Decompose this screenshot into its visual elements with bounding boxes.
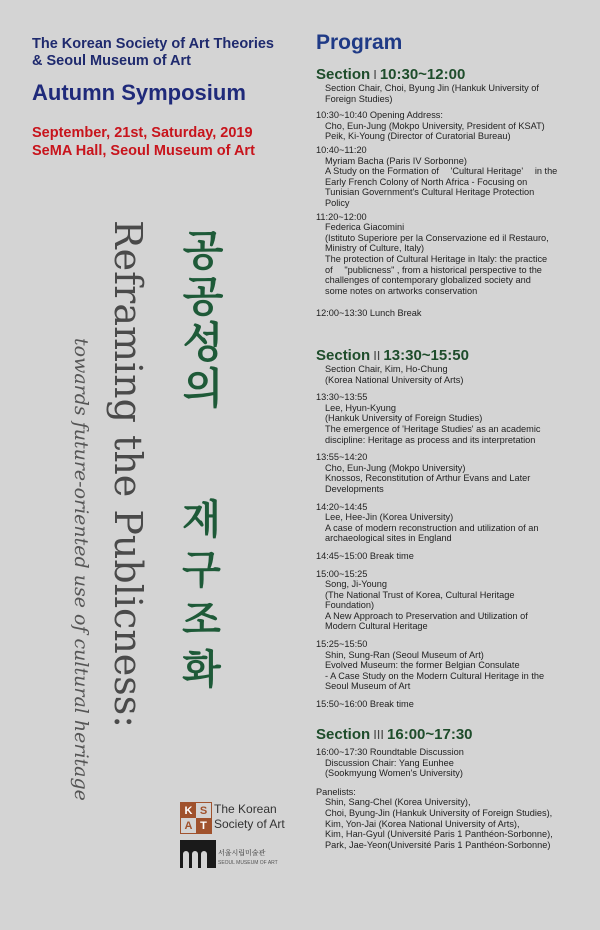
session-item xyxy=(316,452,591,494)
section-3-heading xyxy=(316,726,591,743)
session-line: Lee, Hyun-Kyung xyxy=(325,402,396,413)
section-chair xyxy=(316,364,591,385)
session-line: Cho, Eun-Jung (Mokpo University) xyxy=(325,462,466,473)
session-line: Choi, Byung-Jin (Hankuk University of Foreign Studies), xyxy=(325,807,553,818)
session-line: (Hankuk University of Foreign Studies) xyxy=(325,413,483,424)
section-time: 10:30~12:00 xyxy=(379,66,466,83)
session-line: Early French Colony of North Africa - Focusing on xyxy=(325,176,528,187)
section-2-heading xyxy=(316,347,591,364)
session-line: Modern Cultural Heritage xyxy=(325,621,428,632)
ksat-name-line-1: The Korean xyxy=(214,802,277,816)
session-item xyxy=(316,212,591,297)
session-item xyxy=(316,392,591,445)
session-line: Kim, Han-Gyul (Université Paris 1 Panthéon-Sorbonne), xyxy=(325,829,553,840)
section-roman: I xyxy=(373,67,377,82)
section-2 xyxy=(316,347,591,710)
sema-english-name: SEOUL MUSEUM OF ART xyxy=(218,860,278,866)
session-line: Song, Ji-Young xyxy=(325,579,387,590)
session-time: 15:00~15:25 xyxy=(316,568,368,579)
organizer-line-2: & Seoul Museum of Art xyxy=(32,53,191,69)
section-time: 16:00~17:30 xyxy=(387,726,473,743)
session-line: A New Approach to Preservation and Utilization of xyxy=(325,610,528,621)
session-time: 13:55~14:20 xyxy=(316,452,368,463)
program-title: Program xyxy=(316,31,403,54)
section-roman: III xyxy=(373,727,385,742)
session-time: 13:30~13:55 xyxy=(316,392,368,403)
event-title: Autumn Symposium xyxy=(32,80,246,105)
session-line: Seoul Museum of Art xyxy=(325,681,411,692)
session-line: A Study on the Formation of 'Cultural Heritage' in the xyxy=(325,166,558,177)
ksat-letter: K xyxy=(181,803,196,818)
section-3 xyxy=(316,726,591,850)
ksat-letter: S xyxy=(196,803,211,818)
section-1-heading xyxy=(316,66,591,83)
organizers xyxy=(32,36,274,70)
session-line: discipline: Heritage as process and its interpretation xyxy=(325,434,536,445)
session-line: Foundation) xyxy=(325,600,375,611)
session-time: 15:50~16:00 Break time xyxy=(316,699,414,710)
session-line: Knossos, Reconstitution of Arthur Evans and Later xyxy=(325,473,531,484)
section-1 xyxy=(316,66,591,319)
event-venue: SeMA Hall, Seoul Museum of Art xyxy=(32,143,255,159)
session-line: A case of modern reconstruction and utilization of an xyxy=(325,522,539,533)
section-chair xyxy=(316,83,591,104)
session-line: Ministry of Culture, Italy) xyxy=(325,243,425,254)
session-time: Panelists: xyxy=(316,786,356,797)
ksat-name-line-2: Society of Art xyxy=(214,817,285,831)
ksat-logo-icon xyxy=(180,802,212,834)
session-line: The protection of Cultural Heritage in Italy: the practice xyxy=(325,253,548,264)
section-chair-line: Section Chair, Choi, Byung Jin (Hankuk University of xyxy=(325,83,539,93)
session-line: Evolved Museum: the former Belgian Consulate xyxy=(325,660,520,671)
session-line: Tunisian Government's Cultural Heritage Protection xyxy=(325,187,535,198)
session-time: 15:25~15:50 xyxy=(316,639,368,650)
session-time: 12:00~13:30 Lunch Break xyxy=(316,308,422,319)
session-line: some notes on artworks conservation xyxy=(325,285,478,296)
sema-korean-name: 서울시립미술관 xyxy=(218,849,266,857)
event-date-venue xyxy=(32,124,255,160)
session-line: - A Case Study on the Modern Cultural Heritage in the xyxy=(325,670,545,681)
ksat-letter: T xyxy=(196,818,211,833)
session-item xyxy=(316,502,591,544)
session-item xyxy=(316,308,591,319)
session-line: Federica Giacomini xyxy=(325,222,405,233)
section-label: Section xyxy=(316,726,371,743)
session-line: Peik, Ki-Young (Director of Curatorial Bureau) xyxy=(325,131,511,142)
english-title: Reframing the Publicness: xyxy=(106,220,150,729)
session-line: Shin, Sung-Ran (Seoul Museum of Art) xyxy=(325,649,484,660)
session-item xyxy=(316,787,591,851)
session-line: archaeological sites in England xyxy=(325,533,452,544)
session-time: 11:20~12:00 xyxy=(316,211,367,222)
section-chair-line: Section Chair, Kim, Ho-Chung xyxy=(325,364,448,374)
session-line: Myriam Bacha (Paris IV Sorbonne) xyxy=(325,155,467,166)
session-line: Discussion Chair: Yang Eunhee xyxy=(325,757,454,768)
session-line: Cho, Eun-Jung (Mokpo University, President of KSAT) xyxy=(325,120,545,131)
session-line: (Istituto Superiore per la Conservazione ed il Restauro, xyxy=(325,232,549,243)
session-item xyxy=(316,569,591,633)
ksat-letter: A xyxy=(181,818,196,833)
organizer-line-1: The Korean Society of Art Theories xyxy=(32,36,274,52)
session-item xyxy=(316,145,591,209)
session-line: The emergence of 'Heritage Studies' as an academic xyxy=(325,423,541,434)
session-item xyxy=(316,639,591,692)
session-time: 16:00~17:30 Roundtable Discussion xyxy=(316,747,464,757)
section-roman: II xyxy=(373,348,381,363)
session-time: 14:45~15:00 Break time xyxy=(316,550,414,561)
session-line: Park, Jae-Yeon(Université Paris 1 Panthéon-Sorbonne) xyxy=(325,839,551,850)
section-chair-line: (Korea National University of Arts) xyxy=(325,374,464,385)
session-line: Kim, Yon-Jai (Korea National University of Arts), xyxy=(325,818,520,829)
section-label: Section xyxy=(316,66,371,83)
session-time: 14:20~14:45 xyxy=(316,501,368,512)
section-label: Section xyxy=(316,347,371,364)
session-line: Policy xyxy=(325,197,350,208)
session-line: challenges of contemporary globalized society and xyxy=(325,275,531,286)
session-line: Developments xyxy=(325,483,384,494)
session-line: of "publicness" , from a historical perspective to the xyxy=(325,264,542,275)
section-chair-line: Foreign Studies) xyxy=(325,93,393,104)
event-date: September, 21st, Saturday, 2019 xyxy=(32,125,253,141)
session-item xyxy=(316,747,591,779)
session-time: 10:30~10:40 Opening Address: xyxy=(316,110,443,121)
session-line: (Sookmyung Women's University) xyxy=(325,768,463,779)
session-line: Shin, Sang-Chel (Korea University), xyxy=(325,797,471,808)
session-time: 10:40~11:20 xyxy=(316,144,367,155)
session-line: Lee, Hee-Jin (Korea University) xyxy=(325,512,454,523)
session-item xyxy=(316,551,591,562)
session-line: (The National Trust of Korea, Cultural Heritage xyxy=(325,589,515,600)
english-subtitle: towards future-oriented use of cultural heritage xyxy=(70,338,92,801)
section-time: 13:30~15:50 xyxy=(383,347,469,364)
session-item xyxy=(316,110,591,142)
korean-title-1: 공공성의 xyxy=(176,228,225,412)
korean-title-2: 재구조화 xyxy=(175,498,221,698)
ksat-name xyxy=(214,802,285,832)
session-item xyxy=(316,699,591,710)
